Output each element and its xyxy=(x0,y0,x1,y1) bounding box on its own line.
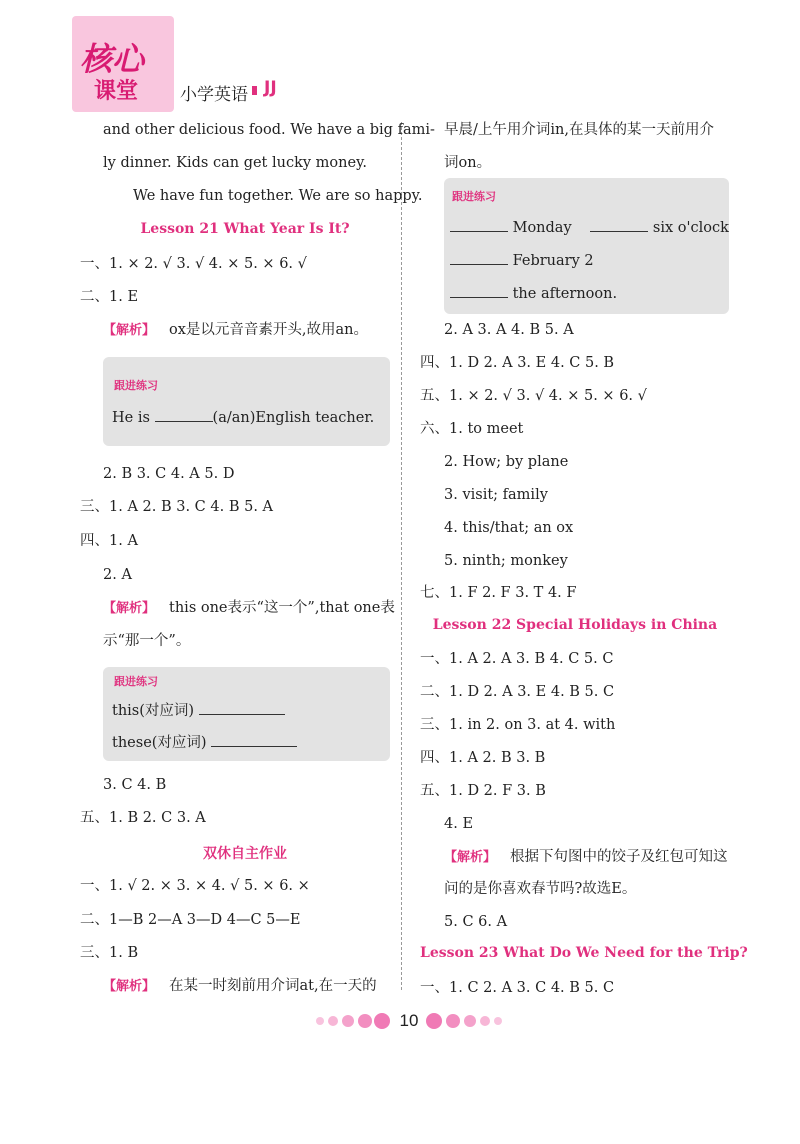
dot-icon xyxy=(328,1016,338,1026)
answer-blank[interactable] xyxy=(450,217,508,232)
l23-section-1: 一、1. C 2. A 3. C 4. B 5. C xyxy=(420,980,615,996)
r-section-7: 七、1. F 2. F 3. T 4. F xyxy=(420,585,577,601)
logo-bottom-text: 课堂 xyxy=(94,79,139,104)
analysis-label: 【解析】 xyxy=(103,979,156,994)
r-section-6-5: 5. ninth; monkey xyxy=(444,553,568,569)
r-section-6-3: 3. visit; family xyxy=(444,487,548,503)
practice-box-2 xyxy=(103,667,390,761)
intro-line-1: and other delicious food. We have a big fami- xyxy=(103,122,435,138)
dot-icon xyxy=(342,1015,354,1027)
l22-section-4: 四、1. A 2. B 3. B xyxy=(420,750,546,766)
weekend-analysis xyxy=(103,976,377,997)
weekend-section-2: 二、1—B 2—A 3—D 4—C 5—E xyxy=(80,912,301,928)
answer-blank[interactable] xyxy=(155,407,213,422)
practice-3-line-3: the afternoon. xyxy=(450,283,617,304)
logo-top-text: 核心 xyxy=(80,40,145,78)
practice-box-1 xyxy=(103,357,390,446)
dot-icon xyxy=(374,1013,390,1029)
intro-line-2: ly dinner. Kids can get lucky money. xyxy=(103,155,367,171)
l21-analysis-2 xyxy=(103,598,395,619)
analysis-label: 【解析】 xyxy=(103,601,156,616)
l22-section-5c: 5. C 6. A xyxy=(444,914,508,930)
dot-icon xyxy=(358,1014,372,1028)
practice-label: 跟进练习 xyxy=(452,190,496,203)
weekend-analysis-cont-1: 早晨/上午用介词in,在具体的某一天前用介 xyxy=(444,122,714,138)
answer-blank[interactable] xyxy=(211,732,297,747)
practice-label: 跟进练习 xyxy=(114,379,158,392)
intro-line-3: We have fun together. We are so happy. xyxy=(133,188,423,204)
dot-icon xyxy=(480,1016,490,1026)
l22-section-5b: 4. E xyxy=(444,816,474,832)
weekend-section-1: 一、1. √ 2. × 3. × 4. √ 5. × 6. × xyxy=(80,878,310,894)
l22-section-5: 五、1. D 2. F 3. B xyxy=(420,783,546,799)
practice-3-line-2: February 2 xyxy=(450,250,594,271)
l21-section-2b: 2. B 3. C 4. A 5. D xyxy=(103,466,235,482)
r-section-6-1: 六、1. to meet xyxy=(420,421,524,437)
l22-analysis-cont: 问的是你喜欢春节吗?故选E。 xyxy=(444,881,637,897)
weekend-homework-title: 双休自主作业 xyxy=(203,846,287,862)
l22-section-1: 一、1. A 2. A 3. B 4. C 5. C xyxy=(420,651,614,667)
r-section-4: 四、1. D 2. A 3. E 4. C 5. B xyxy=(420,355,615,371)
column-divider xyxy=(401,122,402,990)
answer-blank[interactable] xyxy=(590,217,648,232)
l21-analysis-2-cont: 示“那一个”。 xyxy=(103,633,191,649)
analysis-text: ox是以元音音素开头,故用an。 xyxy=(169,322,369,338)
l21-section-4c: 3. C 4. B xyxy=(103,777,167,793)
header-subject: 小学英语 xyxy=(180,85,248,105)
answer-blank[interactable] xyxy=(199,700,285,715)
r-section-6-4: 4. this/that; an ox xyxy=(444,520,574,536)
practice-label: 跟进练习 xyxy=(114,675,158,688)
lesson-21-title: Lesson 21 What Year Is It? xyxy=(140,221,350,237)
analysis-text: 根据下句图中的饺子及红包可知这 xyxy=(510,849,728,865)
r-section-5: 五、1. × 2. √ 3. √ 4. × 5. × 6. √ xyxy=(420,388,647,404)
weekend-analysis-cont-2: 词on。 xyxy=(444,155,492,171)
l21-section-4b: 2. A xyxy=(103,567,132,583)
answer-blank[interactable] xyxy=(450,283,508,298)
l21-section-4: 四、1. A xyxy=(80,533,138,549)
answer-blank[interactable] xyxy=(450,250,508,265)
l22-section-2: 二、1. D 2. A 3. E 4. B 5. C xyxy=(420,684,615,700)
practice-1-text: He is (a/an)English teacher. xyxy=(112,407,374,428)
l21-section-2: 二、1. E xyxy=(80,289,139,305)
dot-icon xyxy=(464,1015,476,1027)
l21-analysis-1 xyxy=(103,320,368,341)
l22-analysis xyxy=(444,847,728,868)
analysis-text: 在某一时刻前用介词at,在一天的 xyxy=(169,978,377,994)
r-section-2b: 2. A 3. A 4. B 5. A xyxy=(444,322,574,338)
header-separator-icon xyxy=(252,86,257,95)
l21-section-5: 五、1. B 2. C 3. A xyxy=(80,810,206,826)
dot-icon xyxy=(494,1017,502,1025)
dot-icon xyxy=(446,1014,460,1028)
analysis-label: 【解析】 xyxy=(444,850,497,865)
lesson-23-title: Lesson 23 What Do We Need for the Trip? xyxy=(420,945,748,961)
header-logo xyxy=(72,16,174,112)
practice-box-3 xyxy=(444,178,729,314)
page-number: 10 xyxy=(399,1011,419,1030)
r-section-6-2: 2. How; by plane xyxy=(444,454,569,470)
l22-section-3: 三、1. in 2. on 3. at 4. with xyxy=(420,717,616,733)
analysis-text: this one表示“这一个”,that one表 xyxy=(169,600,395,616)
practice-3-line-1: Monday six o'clock xyxy=(450,217,729,238)
l21-section-3: 三、1. A 2. B 3. C 4. B 5. A xyxy=(80,499,274,515)
l21-section-1: 一、1. × 2. √ 3. √ 4. × 5. × 6. √ xyxy=(80,256,307,272)
lesson-22-title: Lesson 22 Special Holidays in China xyxy=(432,617,718,633)
dot-icon xyxy=(316,1017,324,1025)
weekend-section-3: 三、1. B xyxy=(80,945,139,961)
practice-2-line-2: these(对应词) xyxy=(112,732,297,753)
header-edition: JJ xyxy=(264,78,277,98)
analysis-label: 【解析】 xyxy=(103,323,156,338)
practice-2-line-1: this(对应词) xyxy=(112,700,285,721)
dot-icon xyxy=(426,1013,442,1029)
